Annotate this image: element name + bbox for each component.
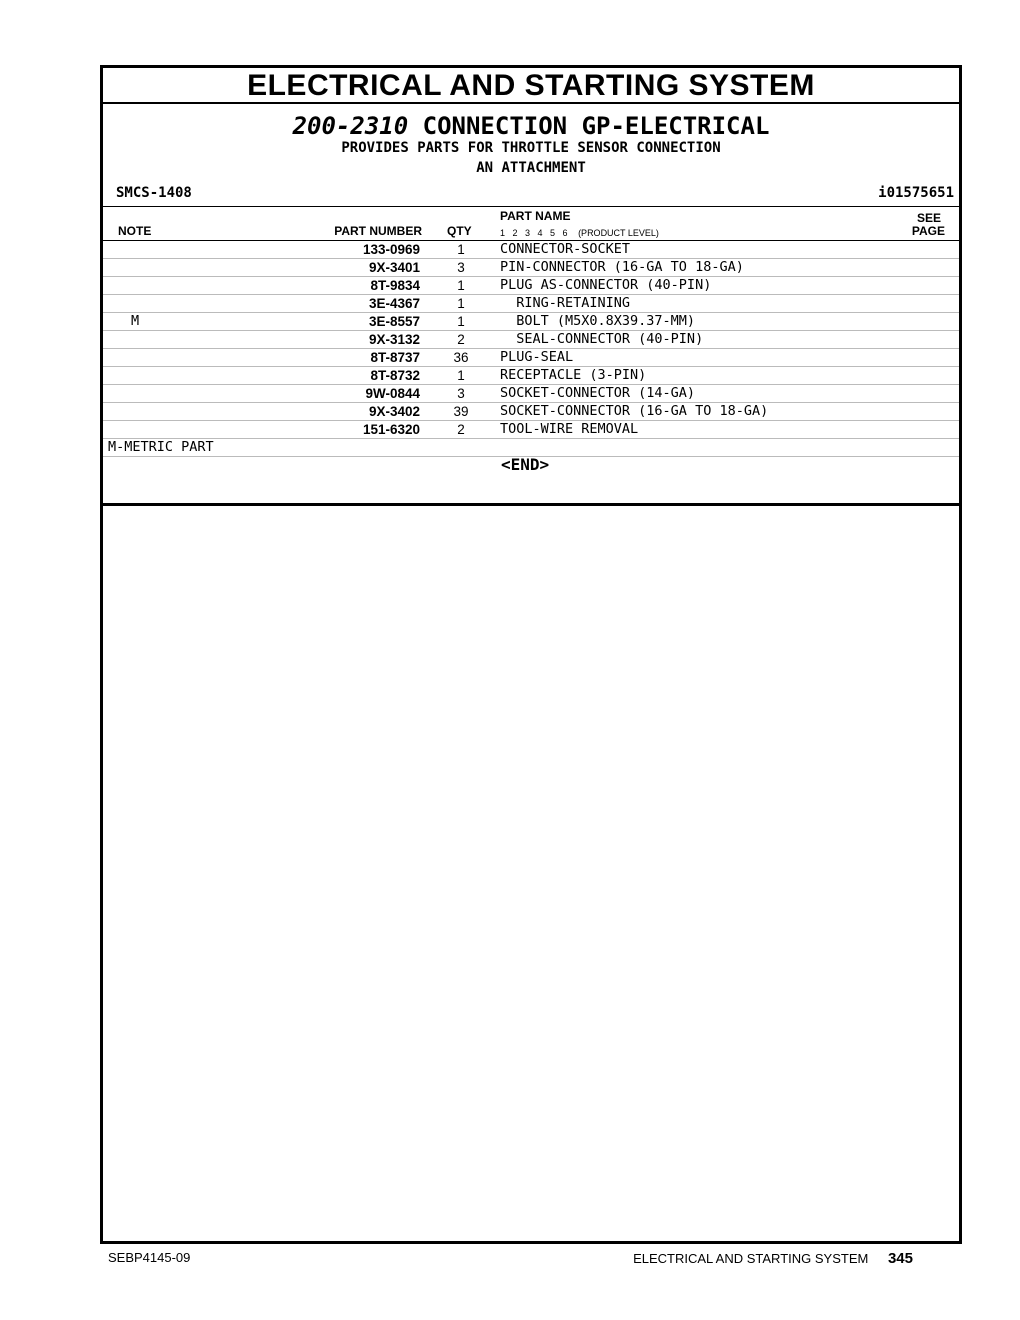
page-number: 345 bbox=[887, 1250, 913, 1267]
part-number-cell: 9X-3132 bbox=[368, 332, 420, 347]
group-subtitle-1: PROVIDES PARTS FOR THROTTLE SENSOR CONNECTION bbox=[341, 140, 721, 156]
part-name-cell: TOOL-WIRE REMOVAL bbox=[500, 421, 639, 437]
part-number-cell: 133-0969 bbox=[362, 242, 420, 257]
part-name-cell: BOLT (M5X0.8X39.37-MM) bbox=[500, 313, 696, 329]
qty-cell: 36 bbox=[453, 350, 469, 365]
header-page: PAGE bbox=[911, 224, 945, 238]
header-top-rule bbox=[103, 206, 959, 207]
qty-cell: 1 bbox=[457, 242, 465, 257]
parts-page-frame bbox=[100, 65, 962, 1244]
table-row bbox=[103, 385, 959, 403]
header-product-level: (PRODUCT LEVEL) bbox=[578, 228, 659, 238]
part-number-cell: 151-6320 bbox=[362, 422, 420, 437]
group-subtitle-2: AN ATTACHMENT bbox=[476, 160, 586, 176]
table-row bbox=[103, 295, 959, 313]
part-name-cell: SOCKET-CONNECTOR (16-GA TO 18-GA) bbox=[500, 403, 769, 419]
header-part-number: PART NUMBER bbox=[334, 224, 422, 238]
part-name-cell: RECEPTACLE (3-PIN) bbox=[500, 367, 647, 383]
group-name: CONNECTION GP-ELECTRICAL bbox=[422, 112, 770, 140]
qty-cell: 39 bbox=[453, 404, 469, 419]
smcs-code: SMCS-1408 bbox=[116, 185, 192, 201]
header-note: NOTE bbox=[118, 224, 152, 238]
qty-cell: 1 bbox=[457, 296, 465, 311]
metric-footnote: M-METRIC PART bbox=[103, 439, 959, 457]
part-name-cell: PLUG AS-CONNECTOR (40-PIN) bbox=[500, 277, 712, 293]
part-number-cell: 8T-9834 bbox=[370, 278, 420, 293]
part-number-cell: 9W-0844 bbox=[365, 386, 420, 401]
part-name-cell: PLUG-SEAL bbox=[500, 349, 574, 365]
part-name-cell: PIN-CONNECTOR (16-GA TO 18-GA) bbox=[500, 259, 744, 275]
part-number-cell: 8T-8737 bbox=[370, 350, 420, 365]
qty-cell: 2 bbox=[457, 332, 465, 347]
header-level-numbers: 1 2 3 4 5 6 bbox=[500, 228, 568, 238]
qty-cell: 1 bbox=[457, 368, 465, 383]
part-number-cell: 9X-3402 bbox=[368, 404, 420, 419]
part-number-cell: 8T-8732 bbox=[370, 368, 420, 383]
table-row bbox=[103, 277, 959, 295]
footer-doc-id: SEBP4145-09 bbox=[108, 1250, 191, 1265]
part-number-cell: 3E-4367 bbox=[368, 296, 420, 311]
note-cell: M bbox=[131, 313, 140, 329]
table-row bbox=[103, 241, 959, 259]
table-row bbox=[103, 421, 959, 439]
header-qty: QTY bbox=[447, 224, 472, 238]
footer-section: ELECTRICAL AND STARTING SYSTEM bbox=[633, 1251, 869, 1266]
qty-cell: 3 bbox=[457, 260, 465, 275]
header-part-name: PART NAME bbox=[500, 209, 571, 223]
table-row bbox=[103, 259, 959, 277]
end-marker: <END> bbox=[501, 455, 550, 474]
part-number-cell: 9X-3401 bbox=[368, 260, 420, 275]
qty-cell: 1 bbox=[457, 278, 465, 293]
table-row bbox=[103, 349, 959, 367]
illustration-id: i01575651 bbox=[878, 185, 954, 201]
table-row bbox=[103, 313, 959, 331]
table-row bbox=[103, 367, 959, 385]
part-number-cell: 3E-8557 bbox=[368, 314, 420, 329]
part-name-cell: SEAL-CONNECTOR (40-PIN) bbox=[500, 331, 704, 347]
group-title bbox=[103, 112, 959, 140]
part-name-cell: SOCKET-CONNECTOR (14-GA) bbox=[500, 385, 696, 401]
footer-right bbox=[633, 1250, 913, 1267]
header-product-levels bbox=[500, 228, 659, 238]
parts-list bbox=[103, 241, 959, 457]
table-row bbox=[103, 331, 959, 349]
section-divider bbox=[103, 503, 959, 506]
part-name-cell: RING-RETAINING bbox=[500, 295, 631, 311]
qty-cell: 3 bbox=[457, 386, 465, 401]
group-number: 200-2310 bbox=[292, 112, 409, 140]
qty-cell: 1 bbox=[457, 314, 465, 329]
qty-cell: 2 bbox=[457, 422, 465, 437]
section-title: ELECTRICAL AND STARTING SYSTEM bbox=[103, 68, 959, 104]
table-row bbox=[103, 403, 959, 421]
header-see: SEE bbox=[916, 211, 941, 225]
part-name-cell: CONNECTOR-SOCKET bbox=[500, 241, 631, 257]
